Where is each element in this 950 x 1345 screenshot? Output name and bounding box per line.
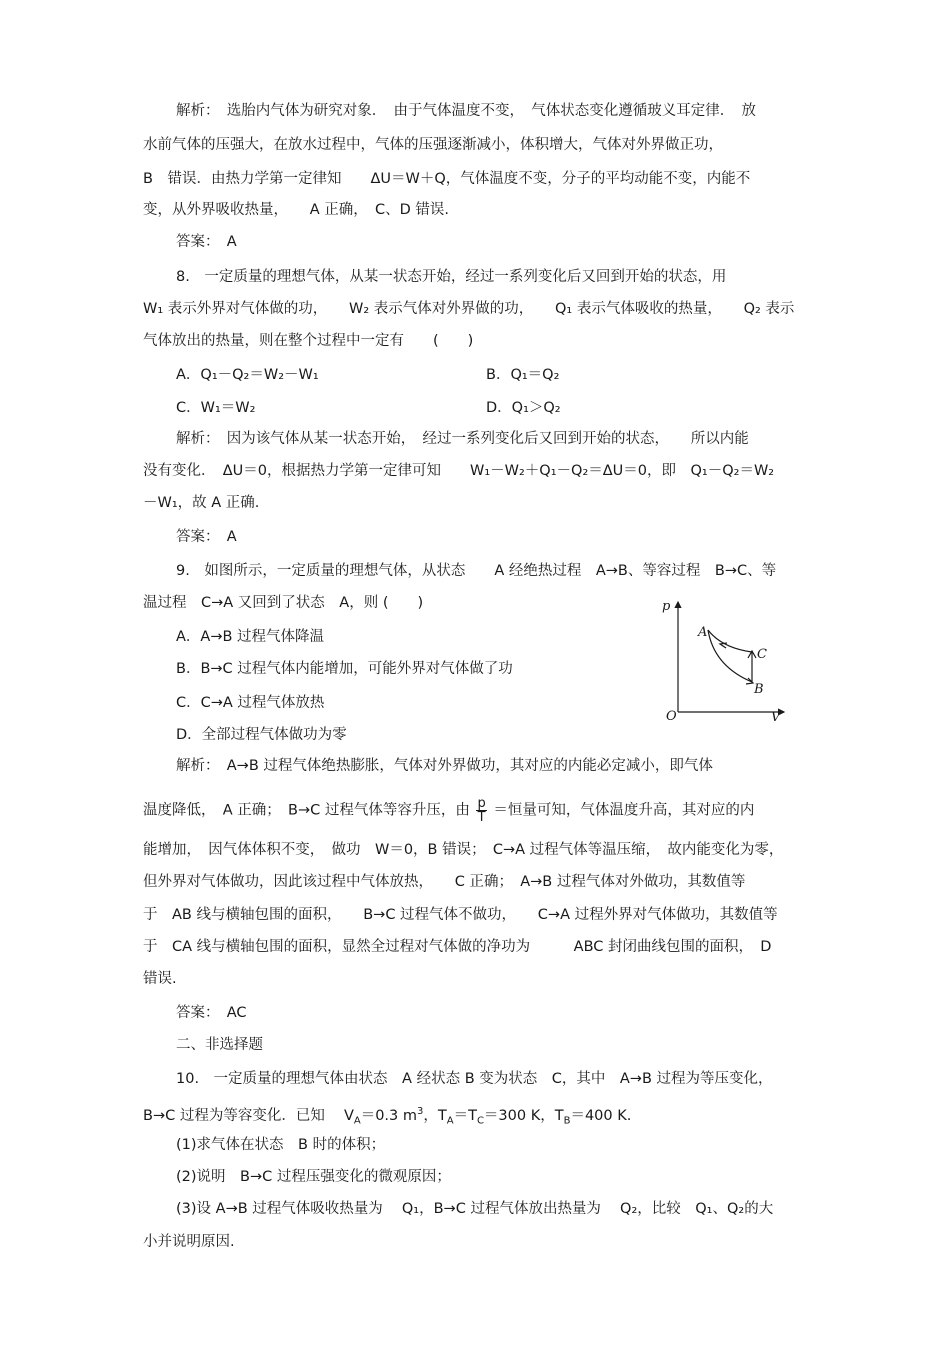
curve-ca (708, 630, 752, 652)
option-8-a: A．Q₁－Q₂＝W₂－W₁ (176, 367, 319, 383)
analysis-7-line-1: 解析： 选胎内气体为研究对象． 由于气体温度不变， 气体状态变化遵循玻义耳定律． 放 (176, 103, 756, 119)
analysis-9-line-4: 但外界对气体做功，因此该过程中气体放热， C 正确； A→B 过程气体对外做功，其数值等 (143, 874, 746, 890)
origin-label: O (666, 709, 677, 724)
answer-7: 答案： A (176, 234, 237, 250)
section-heading-non-choice: 二、非选择题 (176, 1037, 263, 1053)
analysis-9-line-2-b: ＝恒量可知，气体温度升高，其对应的内 (493, 802, 755, 819)
fraction-numerator: p (477, 796, 486, 811)
point-label-a: A (698, 625, 708, 640)
analysis-9-line-2 (143, 797, 754, 824)
q10-sub-c: C (476, 1115, 484, 1127)
q10-sub-b: A (446, 1115, 454, 1127)
question-10-part-3-cont: 小并说明原因. (143, 1234, 235, 1250)
option-9-c: C．C→A 过程气体放热 (176, 695, 325, 711)
analysis-7-line-3: B 错误．由热力学第一定律知 ΔU＝W＋Q，气体温度不变，分子的平均动能不变，内能不 (143, 171, 751, 187)
option-9-d: D．全部过程气体做功为零 (176, 727, 347, 743)
curve-ab (708, 630, 752, 682)
q10-sub-a: A (353, 1115, 361, 1127)
option-8-c: C．W₁＝W₂ (176, 400, 256, 416)
analysis-9-line-7: 错误. (143, 971, 177, 987)
question-10-part-3: (3)设 A→B 过程气体吸收热量为 Q₁，B→C 过程气体放出热量为 Q₂，比较 Q₁、Q₂的大 (176, 1201, 774, 1217)
analysis-9-line-6: 于 CA 线与横轴包围的面积，显然全过程对气体做的净功为 ABC 封闭曲线包围的面积， D (143, 939, 772, 955)
question-8-line-1: 8. 一定质量的理想气体，从某一状态开始，经过一系列变化后又回到开始的状态，用 (176, 269, 727, 285)
analysis-8-line-3: －W₁，故 A 正确. (143, 495, 260, 511)
analysis-8-line-2: 没有变化． ΔU＝0，根据热力学第一定律可知 W₁－W₂＋Q₁－Q₂＝ΔU＝0，即 Q₁－Q₂＝W₂ (143, 463, 775, 479)
analysis-9-line-3: 能增加， 因气体体积不变， 做功 W＝0，B 错误； C→A 过程气体等温压缩， 故内能变化为零， (143, 842, 784, 858)
q10-sub-d: B (563, 1115, 571, 1127)
q10-sup: 3 (417, 1106, 424, 1117)
question-8-line-3: 气体放出的热量，则在整个过程中一定有 ( ) (143, 333, 474, 349)
question-9-line-1: 9. 如图所示，一定质量的理想气体，从状态 A 经绝热过程 A→B、等容过程 B→C、等 (176, 563, 777, 579)
point-label-c: C (757, 647, 767, 662)
option-9-a: A．A→B 过程气体降温 (176, 629, 325, 645)
option-8-d: D．Q₁＞Q₂ (486, 400, 561, 416)
fraction-p-over-t (476, 797, 486, 824)
analysis-9-line-5: 于 AB 线与横轴包围的面积， B→C 过程气体不做功， C→A 过程外界对气体做功，其数值等 (143, 907, 778, 923)
pv-diagram (660, 596, 790, 726)
q10-text-c: ，T (423, 1107, 447, 1124)
answer-8: 答案： A (176, 529, 237, 545)
question-10-part-2: (2)说明 B→C 过程压强变化的微观原因； (176, 1169, 451, 1185)
q10-text-a: B→C 过程为等容变化．已知 V (143, 1107, 354, 1124)
axis-label-p: p (662, 599, 671, 614)
question-10-part-1: (1)求气体在状态 B 时的体积； (176, 1137, 386, 1153)
q10-text-f: ＝400 K. (570, 1107, 632, 1124)
option-8-b: B．Q₁＝Q₂ (486, 367, 560, 383)
analysis-8-line-1: 解析： 因为该气体从某一状态开始， 经过一系列变化后又回到开始的状态， 所以内能 (176, 431, 749, 447)
q10-text-e: ＝300 K，T (483, 1107, 564, 1124)
q10-text-b: ＝0.3 m (360, 1107, 417, 1124)
q10-text-d: ＝T (453, 1107, 477, 1124)
question-10-line-2 (143, 1103, 631, 1131)
analysis-9-line-1: 解析： A→B 过程气体绝热膨胀，气体对外界做功，其对应的内能必定减小，即气体 (176, 758, 713, 774)
fraction-denominator: T (477, 810, 486, 825)
option-9-b: B．B→C 过程气体内能增加，可能外界对气体做了功 (176, 661, 513, 677)
analysis-7-line-2: 水前气体的压强大，在放水过程中，气体的压强逐渐减小，体积增大，气体对外界做正功， (143, 137, 723, 153)
point-label-b: B (754, 682, 764, 697)
analysis-7-line-4: 变，从外界吸收热量， A 正确， C、D 错误. (143, 202, 450, 218)
axis-label-v: V (771, 710, 781, 725)
answer-9: 答案： AC (176, 1005, 247, 1021)
arrow-ca-icon (720, 643, 727, 648)
question-8-line-2: W₁ 表示外界对气体做的功， W₂ 表示气体对外界做的功， Q₁ 表示气体吸收的热量， Q₂ 表示 (143, 301, 795, 317)
question-10-line-1: 10. 一定质量的理想气体由状态 A 经状态 B 变为状态 C，其中 A→B 过程为等压变化， (176, 1071, 773, 1087)
question-9-line-2: 温过程 C→A 又回到了状态 A，则 ( ) (143, 595, 424, 611)
analysis-9-line-2-a: 温度降低， A 正确； B→C 过程气体等容升压，由 (143, 802, 470, 819)
